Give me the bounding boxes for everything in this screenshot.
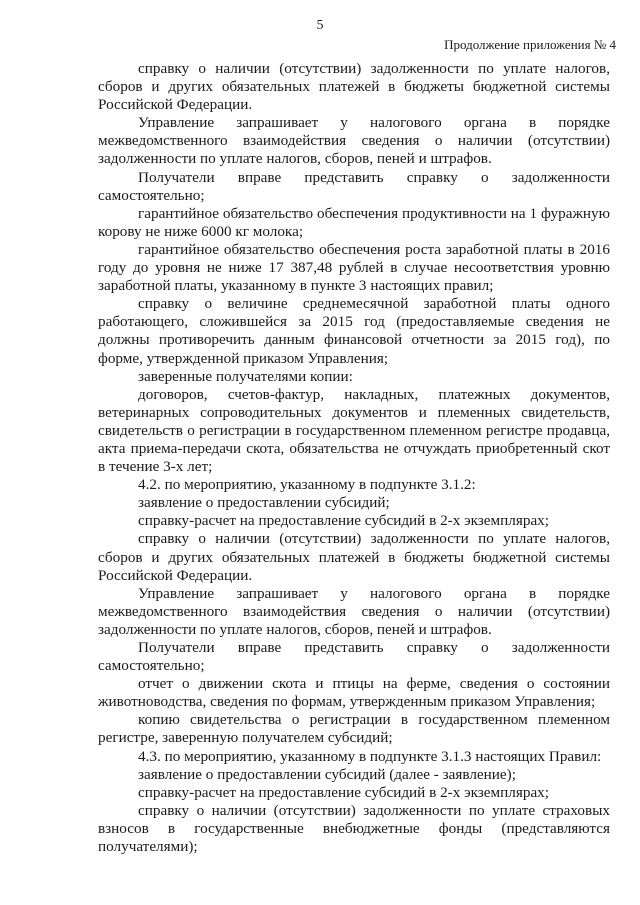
paragraph-registry-certificate-copy: копию свидетельства о регистрации в государственном племенном регистре, заверенную получателем субсидий; [98, 711, 610, 747]
paragraph-subsidy-application: заявление о предоставлении субсидий; [138, 494, 390, 512]
paragraph-subsidy-calculation: справку-расчет на предоставление субсидий в 2-х экземплярах; [138, 512, 549, 530]
paragraph-certified-copies: заверенные получателями копии: [138, 367, 353, 385]
appendix-continuation-note: Продолжение приложения № 4 [444, 37, 616, 52]
paragraph-application: заявление о предоставлении субсидий (далее - заявление); [138, 765, 516, 783]
paragraph-contracts-list: договоров, счетов-фактур, накладных, платежных документов, ветеринарных сопроводительных документов и племенных свидетельств, свидетельств о регистрации в государственном племенном регистре продавца, акта приема-передачи скота, обязательства не отчуждать приобретенный скот в течение 3-х лет; [98, 385, 610, 476]
paragraph-livestock-report: отчет о движении скота и птицы на ферме, сведения о состоянии животноводства, сведения по формам, утвержденным приказом Управления; [98, 675, 610, 711]
paragraph-section-4-3: 4.3. по мероприятию, указанному в подпункте 3.1.3 настоящих Правил: [138, 747, 602, 765]
paragraph-productivity-guarantee: гарантийное обязательство обеспечения продуктивности на 1 фуражную корову не ниже 6000 кг молока; [98, 204, 610, 240]
page-number: 5 [316, 18, 324, 33]
paragraph-administration-request: Управление запрашивает у налогового органа в порядке межведомственного взаимодействия сведения о наличии (отсутствии) задолженности по уплате налогов, сборов, пеней и штрафов. [98, 114, 610, 168]
paragraph-subsidy-calculation-2: справку-расчет на предоставление субсидий в 2-х экземплярах; [138, 783, 549, 801]
paragraph-average-salary-certificate: справку о величине среднемесячной заработной платы одного работающего, сложившейся за 2015 год (предоставляемые сведения не должны противоречить данным финансовой отчетности за 2015 год), по форме, утвержденной приказом Управления; [98, 295, 610, 367]
paragraph-administration-request-2: Управление запрашивает у налогового органа в порядке межведомственного взаимодействия сведения о наличии (отсутствии) задолженности по уплате налогов, сборов, пеней и штрафов. [98, 584, 610, 638]
paragraph-tax-certificate-2: справку о наличии (отсутствии) задолженности по уплате налогов, сборов и других обязательных платежей в бюджеты бюджетной системы Российской Федерации. [98, 530, 610, 584]
paragraph-tax-certificate: справку о наличии (отсутствии) задолженности по уплате налогов, сборов и других обязательных платежей в бюджеты бюджетной системы Российской Федерации. [98, 60, 610, 114]
paragraph-section-4-2: 4.2. по мероприятию, указанному в подпункте 3.1.2: [138, 476, 476, 494]
paragraph-insurance-contributions-certificate: справку о наличии (отсутствии) задолженности по уплате страховых взносов в государственные внебюджетные фонды (представляются получателями); [98, 801, 610, 856]
document-body [98, 60, 610, 856]
paragraph-salary-growth-guarantee: гарантийное обязательство обеспечения роста заработной платы в 2016 году до уровня не ниже 17 387,48 рублей в случае несоответствия уровню заработной платы, указанному в пункте 3 настоящих правил; [98, 240, 610, 295]
paragraph-recipients-may-submit: Получатели вправе представить справку о задолженности самостоятельно; [98, 168, 610, 204]
paragraph-recipients-may-submit-2: Получатели вправе представить справку о задолженности самостоятельно; [98, 639, 610, 675]
